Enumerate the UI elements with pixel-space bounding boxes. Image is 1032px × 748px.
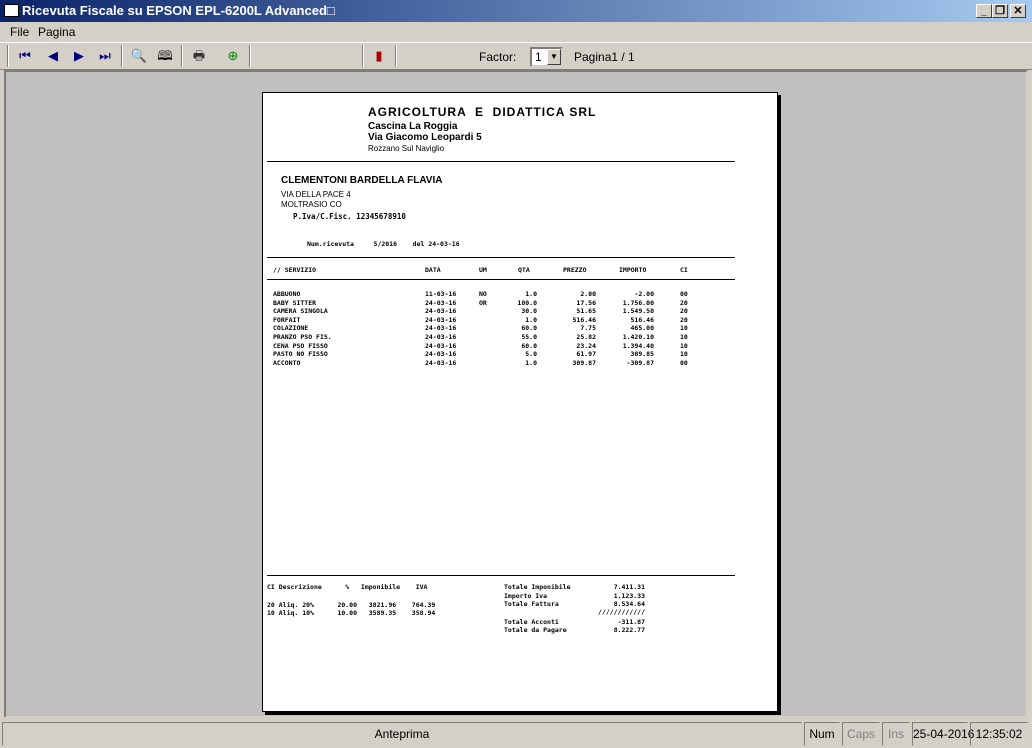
export-icon[interactable]: ⊕ [227,48,239,63]
company-line2: Cascina La Roggia [368,121,458,132]
company-name: AGRICOLTURA E DIDATTICA SRL [368,105,597,119]
table-cell: 24-03-16 [425,315,457,324]
table-cell: 309.85 [630,350,654,359]
title-bar [0,0,1032,22]
status-num: Num [804,722,840,746]
print-icon[interactable]: 🖶 [192,48,206,63]
table-cell: FORFAIT [273,315,301,324]
table-cell: 1.0 [525,290,537,298]
book-icon[interactable]: 🕮 [157,48,173,63]
col-data: DATA [425,266,441,274]
factor-value: 1 [535,50,542,64]
table-cell: 61.97 [576,350,596,359]
company-line3: Via Giacomo Leopardi 5 [368,132,482,143]
company-city: Rozzano Sul Naviglio [368,144,445,153]
col-prezzo: PREZZO [563,266,587,274]
col-ci: CI [680,266,688,274]
total-value: 1.123.33 [613,592,645,600]
table-cell: NO [479,290,487,298]
total-value: -311.87 [617,618,645,626]
last-page-icon[interactable]: ⏭ [99,48,111,63]
app-icon [4,4,19,17]
table-cell: 10 [680,324,688,333]
factor-label: Factor: [479,50,517,64]
toolbar-separator [362,45,364,67]
table-cell: 17.56 [576,298,596,307]
toolbar-separator [181,45,183,67]
status-time: 12:35:02 [970,722,1028,746]
table-cell: 24-03-16 [425,324,457,333]
exit-door-icon[interactable]: ▮ [375,48,383,63]
table-cell: 1.549.50 [622,307,654,316]
divider [267,575,735,576]
total-label: Totale Imponibile [504,583,571,591]
customer-vat: P.Iva/C.Fisc. 12345678910 [293,212,406,221]
total-label: Totale Acconti [504,618,559,626]
table-cell: 5.0 [525,350,537,359]
menu-file[interactable]: File [10,25,30,39]
total-label: Totale Fattura [504,600,559,608]
menu-bar [0,22,1032,42]
table-cell: 100.0 [517,298,537,307]
table-cell: 20 [680,298,688,307]
divider [267,279,735,280]
close-button[interactable]: ✕ [1010,4,1026,18]
table-cell: 20 [680,307,688,316]
table-cell: OR [479,298,487,307]
col-servizio: // SERVIZIO [273,266,317,274]
vat-header: CI Descrizione % Imponibile IVA [267,583,428,591]
status-ins: Ins [882,722,910,746]
status-date: 25-04-2016 [912,722,968,746]
status-bar [0,720,1032,748]
divider [267,161,735,162]
table-cell: -309.87 [626,358,654,367]
minimize-button[interactable]: _ [976,4,992,18]
table-cell: ACCONTO [273,358,301,367]
total-value: 8.534.64 [613,600,645,608]
table-cell: 24-03-16 [425,333,457,341]
chevron-down-icon[interactable]: ▼ [547,49,561,65]
status-caps: Caps [842,722,880,746]
table-cell: 1.756.00 [622,298,654,307]
table-cell: 10 [680,333,688,341]
col-um: UM [479,266,487,274]
customer-name: CLEMENTONI BARDELLA FLAVIA [281,175,443,186]
table-cell: 1.0 [525,315,537,324]
total-value: 7.411.31 [613,583,645,591]
table-cell: 00 [680,358,688,367]
table-cell: 2.00 [580,290,596,298]
table-cell: 10 [680,350,688,359]
table-cell: 7.75 [580,324,596,333]
total-value: //////////// [598,608,645,616]
total-label: Importo Iva [504,592,548,600]
menu-pagina[interactable]: Pagina [38,25,76,39]
table-cell: 23.24 [576,341,596,350]
col-importo: IMPORTO [619,266,647,274]
table-cell: 516.46 [572,315,596,324]
table-cell: 00 [680,290,688,298]
col-qta: QTA [518,266,530,274]
table-cell: BABY SITTER [273,298,317,307]
table-cell: 465.00 [630,324,654,333]
next-page-icon[interactable]: ▶ [74,48,84,63]
table-cell: 24-03-16 [425,298,457,307]
receipt-number: Num.ricevuta 5/2016 del 24-03-16 [307,240,460,248]
table-cell: COLAZIONE [273,324,309,333]
toolbar-separator [121,45,123,67]
total-value: 8.222.77 [613,626,645,634]
vat-row: 20 Aliq. 20% 20.00 3821.96 764.39 [267,601,436,609]
table-cell: 1.420.10 [622,333,654,341]
table-cell: CAMERA SINGOLA [273,307,328,316]
table-cell: 24-03-16 [425,358,457,367]
status-mode: Anteprima [2,722,802,746]
toolbar [0,42,1032,70]
restore-button[interactable]: ❐ [992,4,1008,18]
page-indicator: Pagina1 / 1 [574,50,635,64]
table-cell: ABBUONO [273,290,301,298]
total-label: Totale da Pagare [504,626,567,634]
table-cell: 20 [680,315,688,324]
table-cell: 60.0 [521,324,537,333]
table-cell: 309.87 [572,358,596,367]
receipt-page [262,92,778,712]
table-cell: CENA PSO FISSO [273,341,328,350]
customer-address: VIA DELLA PACE 4 [281,190,351,199]
table-cell: PRANZO PSO FIS. [273,333,332,341]
table-cell: 55.0 [521,333,537,341]
toolbar-separator [395,45,397,67]
table-cell: -2.00 [634,290,654,298]
factor-select[interactable] [530,47,563,67]
first-page-icon[interactable]: ⏮ [19,48,31,63]
table-cell: 24-03-16 [425,307,457,316]
table-cell: 25.82 [576,333,596,341]
window-title: Ricevuta Fiscale su EPSON EPL-6200L Advanced□ [22,3,335,18]
toolbar-separator [249,45,251,67]
table-cell: 24-03-16 [425,341,457,350]
prev-page-icon[interactable]: ◀ [48,48,58,63]
table-cell: 11-03-16 [425,290,457,298]
table-cell: PASTO NO FISSO [273,350,328,359]
table-cell: 10 [680,341,688,350]
toolbar-separator [7,45,9,67]
table-cell: 51.65 [576,307,596,316]
table-cell: 60.0 [521,341,537,350]
zoom-icon[interactable]: 🔍 [130,48,148,63]
table-cell: 30.0 [521,307,537,316]
table-cell: 24-03-16 [425,350,457,359]
table-cell: 1.0 [525,358,537,367]
table-cell: 516.46 [630,315,654,324]
customer-city: MOLTRASIO CO [281,200,342,209]
vat-row: 10 Aliq. 10% 10.00 3589.35 358.94 [267,609,436,617]
table-cell: 1.394.40 [622,341,654,350]
divider [267,257,735,258]
